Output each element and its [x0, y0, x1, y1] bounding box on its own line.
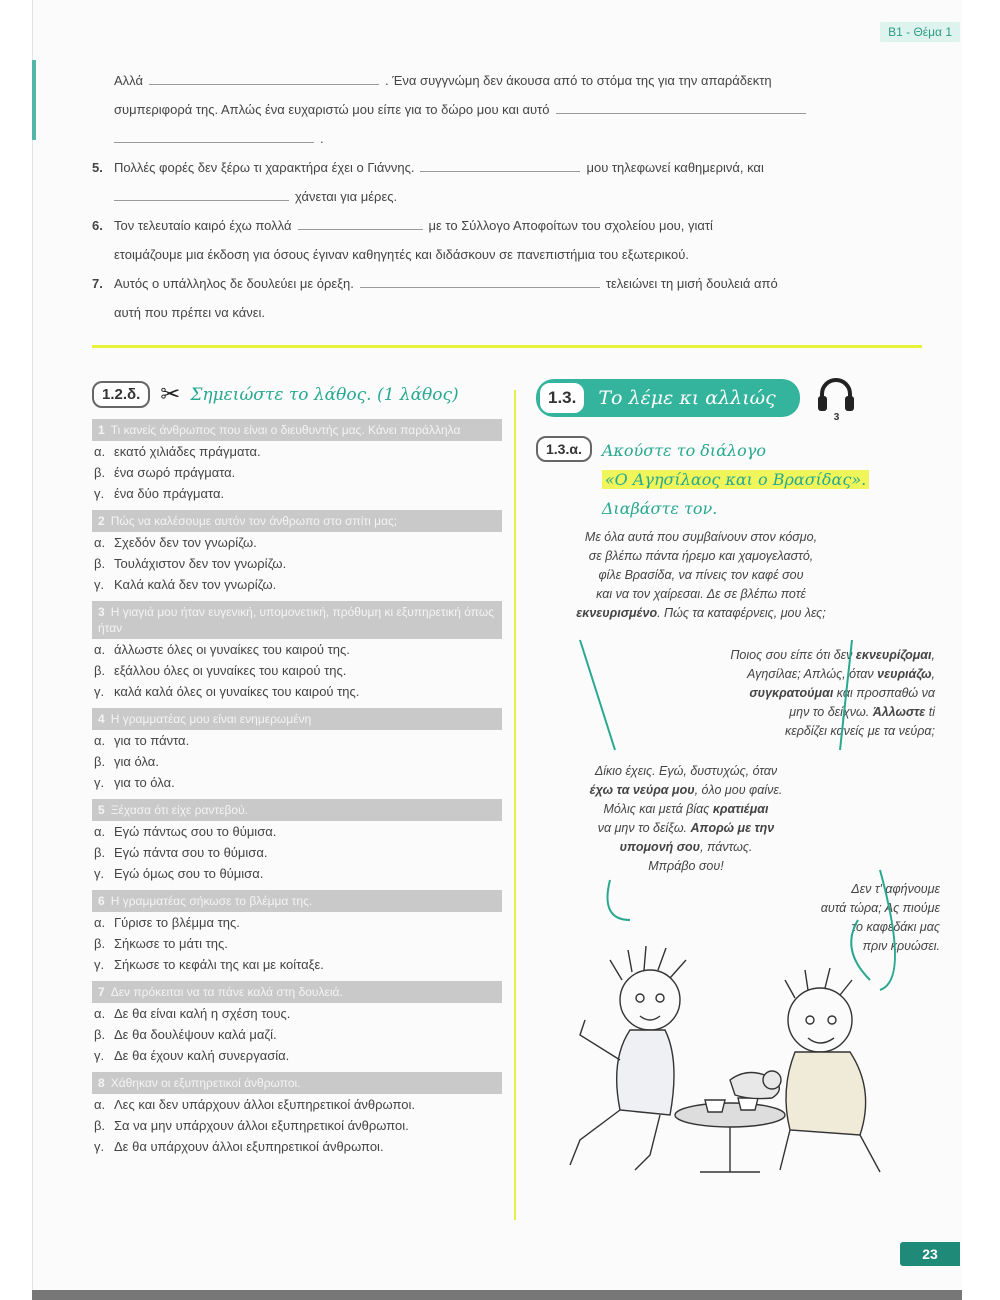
option-text: Εγώ όμως σου το θύμισα.: [114, 866, 264, 881]
option-letter: β.: [94, 556, 106, 571]
question-text: Η γραμματέας σήκωσε το βλέμμα της.: [110, 894, 313, 908]
exercise-item-5: 5. Πολλές φορές δεν ξέρω τι χαρακτήρα έχει ο Γιάννης. μου τηλεφωνεί καθημερινά, και: [92, 160, 764, 175]
answer-option[interactable]: [92, 954, 502, 975]
option-letter: β.: [94, 1118, 106, 1133]
answer-option[interactable]: [92, 483, 502, 504]
option-letter: α.: [94, 444, 106, 459]
question-number: 3: [98, 605, 105, 619]
question-text: Η γιαγιά μου ήταν ευγενική, υπομονετική, πρόθυμη κι εξυπηρετική όπως ήταν: [98, 605, 495, 635]
option-text: Σχεδόν δεν τον γνωρίζω.: [114, 535, 257, 550]
margin-accent: [32, 60, 36, 140]
question-prompt-3: [92, 601, 502, 639]
answer-option[interactable]: [92, 751, 502, 772]
question-text: Δεν πρόκειται να τα πάνε καλά στη δουλειά.: [110, 985, 343, 999]
section-title-pill: [536, 379, 800, 417]
subexercise-badge: 1.3.α.: [536, 436, 592, 462]
question-prompt-6: [92, 890, 502, 912]
option-text: Δε θα είναι καλή η σχέση τους.: [114, 1006, 291, 1021]
option-letter: α.: [94, 1097, 106, 1112]
answer-option[interactable]: [92, 441, 502, 462]
option-text: για το όλα.: [114, 775, 175, 790]
answer-option[interactable]: [92, 912, 502, 933]
question-prompt-5: [92, 799, 502, 821]
section-title: Το λέμε κι αλλιώς: [598, 387, 776, 409]
scissors-icon: ✂: [160, 381, 181, 408]
answer-option[interactable]: [92, 863, 502, 884]
answer-option[interactable]: [92, 1115, 502, 1136]
exercise-line: χάνεται για μέρες.: [92, 182, 932, 211]
option-letter: α.: [94, 733, 106, 748]
answer-option[interactable]: [92, 574, 502, 595]
option-letter: γ.: [94, 1048, 105, 1063]
answer-option[interactable]: [92, 462, 502, 483]
question-prompt-8: [92, 1072, 502, 1094]
question-number: 8: [98, 1076, 105, 1090]
speech-vrasidas-1: Ποιος σου είπε ότι δεν εκνευρίζομαι, Αγησίλαε; Απλώς, όταν νευριάζω, συγκρατούμαι και προσπαθώ να μην το δείχνω. Άλλωστε ti κερδίζει κανείς με τα νεύρα;: [730, 648, 935, 738]
option-letter: γ.: [94, 486, 105, 501]
exercise-126: [92, 380, 502, 1157]
option-text: εκατό χιλιάδες πράγματα.: [114, 444, 261, 459]
question-prompt-1: [92, 419, 502, 441]
option-text: για το πάντα.: [114, 733, 190, 748]
option-letter: β.: [94, 754, 106, 769]
option-letter: β.: [94, 845, 106, 860]
question-text: Ξέχασα ότι είχε ραντεβού.: [110, 803, 248, 817]
exercise-header: [92, 380, 502, 409]
option-letter: γ.: [94, 957, 105, 972]
exercise-line: συμπεριφορά της. Απλώς ένα ευχαριστώ μου είπε για το δώρο μου και αυτό: [92, 95, 932, 124]
option-letter: γ.: [94, 775, 105, 790]
option-text: Γύρισε το βλέμμα της.: [114, 915, 240, 930]
answer-option[interactable]: [92, 730, 502, 751]
option-text: Δε θα έχουν καλή συνεργασία.: [114, 1048, 290, 1063]
answer-blank[interactable]: [114, 129, 314, 143]
answer-option[interactable]: [92, 821, 502, 842]
answer-option[interactable]: [92, 772, 502, 793]
answer-option[interactable]: [92, 660, 502, 681]
option-text: εξάλλου όλες οι γυναίκες του καιρού της.: [114, 663, 347, 678]
option-letter: γ.: [94, 684, 105, 699]
exercise-line: ετοιμάζουμε μια έκδοση για όσους έγιναν καθηγητές και διδάσκουν σε πανεπιστήμια του εξωτερικού.: [114, 247, 689, 262]
option-text: Σήκωσε το κεφάλι της και με κοίταξε.: [114, 957, 324, 972]
question-prompt-7: [92, 981, 502, 1003]
option-letter: β.: [94, 936, 106, 951]
question-text: Χάθηκαν οι εξυπηρετικοί άνθρωποι.: [110, 1076, 301, 1090]
option-text: ένα δύο πράγματα.: [114, 486, 225, 501]
answer-option[interactable]: [92, 553, 502, 574]
speech-agisilaos-2: Δίκιο έχεις. Εγώ, δυστυχώς, όταν έχω τα νεύρα μου, όλο μου φαίνε. Μόλις και μετά βίας κρατιέμαι να μην το δείξω. Απορώ με την υπομονή σου, πάντως. Μπράβο σου!: [589, 764, 783, 873]
option-text: καλά καλά όλες οι γυναίκες του καιρού της.: [114, 684, 360, 699]
option-text: Τουλάχιστον δεν τον γνωρίζω.: [114, 556, 287, 571]
section-badge: 1.3.: [538, 381, 586, 415]
speech-agisilaos-1: Με όλα αυτά που συμβαίνουν στον κόσμο, σε βλέπω πάντα ήρεμο και χαμογελαστό, φίλε Βρασίδα, να πίνεις τον καφέ σου και να τον χαίρεσαι. Δε σε βλέπω ποτέ εκνευρισμένο. Πώς τα καταφέρνεις, μου λες;: [576, 530, 826, 620]
option-text: Σήκωσε το μάτι της.: [114, 936, 228, 951]
section-divider: [92, 345, 922, 348]
option-letter: α.: [94, 1006, 106, 1021]
answer-blank[interactable]: [298, 216, 423, 230]
option-letter: γ.: [94, 866, 105, 881]
option-letter: β.: [94, 663, 106, 678]
option-letter: α.: [94, 824, 106, 839]
answer-option[interactable]: [92, 1094, 502, 1115]
answer-blank[interactable]: [114, 187, 289, 201]
exercise-item-7: 7. Αυτός ο υπάλληλος δε δουλεύει με όρεξη. τελειώνει τη μισή δουλειά από: [92, 276, 778, 291]
option-letter: β.: [94, 465, 106, 480]
question-text: Η γραμματέας μου είναι ενημερωμένη: [110, 712, 312, 726]
option-letter: γ.: [94, 577, 105, 592]
question-text: Τι κανείς άνθρωπος που είναι ο διευθυντής μας. Κάνει παράλληλα: [110, 423, 461, 437]
exercise-badge: 1.2.δ.: [92, 381, 150, 408]
exercise-line: Αλλά . Ένα συγγνώμη δεν άκουσα από το στόμα της για την απαράδεκτη: [114, 73, 772, 88]
option-letter: γ.: [94, 1139, 105, 1154]
section-13: [536, 376, 936, 523]
answer-blank[interactable]: [149, 71, 379, 85]
option-text: άλλωστε όλες οι γυναίκες του καιρού της.: [114, 642, 350, 657]
question-text: Πώς να καλέσουμε αυτόν τον άνθρωπο στο σπίτι μας;: [110, 514, 398, 528]
option-text: Δε θα δουλέψουν καλά μαζί.: [114, 1027, 277, 1042]
speech-vrasidas-2: Δεν τ' αφήνουμε αυτά τώρα; Ας πιούμε το καφεδάκι μας πριν κρυώσει.: [820, 882, 940, 953]
question-number: 7: [98, 985, 105, 999]
answer-option[interactable]: [92, 842, 502, 863]
unit-tag: B1 - Θέμα 1: [880, 22, 960, 42]
answer-option[interactable]: [92, 1136, 502, 1157]
question-number: 2: [98, 514, 105, 528]
answer-option[interactable]: [92, 639, 502, 660]
option-text: Δε θα υπάρχουν άλλοι εξυπηρετικοί άνθρωποι.: [114, 1139, 384, 1154]
exercise-item-6: 6. Τον τελευταίο καιρό έχω πολλά με το Σύλλογο Αποφοίτων του σχολείου μου, γιατί: [92, 218, 713, 233]
page-bottom-edge: [32, 1290, 962, 1300]
answer-option[interactable]: [92, 681, 502, 702]
page-number: 23: [900, 1242, 960, 1266]
question-number: 6: [98, 894, 105, 908]
exercise-instruction: Σημειώστε το λάθος. (1 λάθος): [190, 384, 459, 405]
option-text: Σα να μην υπάρχουν άλλοι εξυπηρετικοί άνθρωποι.: [114, 1118, 409, 1133]
option-letter: α.: [94, 535, 106, 550]
option-text: για όλα.: [114, 754, 159, 769]
option-letter: α.: [94, 915, 106, 930]
answer-blank[interactable]: [556, 100, 806, 114]
two-men-drinking-coffee-illustration: [540, 940, 920, 1180]
fill-in-exercise: [92, 66, 932, 327]
column-divider: [514, 390, 516, 1220]
question-list: [92, 419, 502, 1157]
option-text: ένα σωρό πράγματα.: [114, 465, 236, 480]
question-number: 1: [98, 423, 105, 437]
subexercise-13a: [536, 436, 936, 523]
subexercise-instruction: Ακούστε το διάλογο «Ο Αγησίλαος και ο Βρασίδας». Διαβάστε τον.: [602, 436, 869, 523]
track-number: 3: [833, 412, 840, 423]
dialogue-title: «Ο Αγησίλαος και ο Βρασίδας».: [602, 470, 869, 489]
exercise-line: αυτή που πρέπει να κάνει.: [114, 305, 266, 320]
exercise-line: .: [92, 124, 932, 153]
option-letter: α.: [94, 642, 106, 657]
answer-option[interactable]: [92, 1003, 502, 1024]
option-text: Εγώ πάντως σου το θύμισα.: [114, 824, 277, 839]
answer-option[interactable]: [92, 1045, 502, 1066]
answer-blank[interactable]: [360, 274, 600, 288]
headphones-icon[interactable]: [816, 376, 856, 423]
answer-option[interactable]: [92, 532, 502, 553]
answer-option[interactable]: [92, 933, 502, 954]
option-text: Λες και δεν υπάρχουν άλλοι εξυπηρετικοί άνθρωποι.: [114, 1097, 415, 1112]
option-text: Εγώ πάντα σου το θύμισα.: [114, 845, 268, 860]
question-prompt-4: [92, 708, 502, 730]
option-text: Καλά καλά δεν τον γνωρίζω.: [114, 577, 277, 592]
answer-blank[interactable]: [420, 158, 580, 172]
question-number: 5: [98, 803, 105, 817]
question-number: 4: [98, 712, 105, 726]
answer-option[interactable]: [92, 1024, 502, 1045]
question-prompt-2: [92, 510, 502, 532]
section-header: [536, 376, 936, 423]
option-letter: β.: [94, 1027, 106, 1042]
